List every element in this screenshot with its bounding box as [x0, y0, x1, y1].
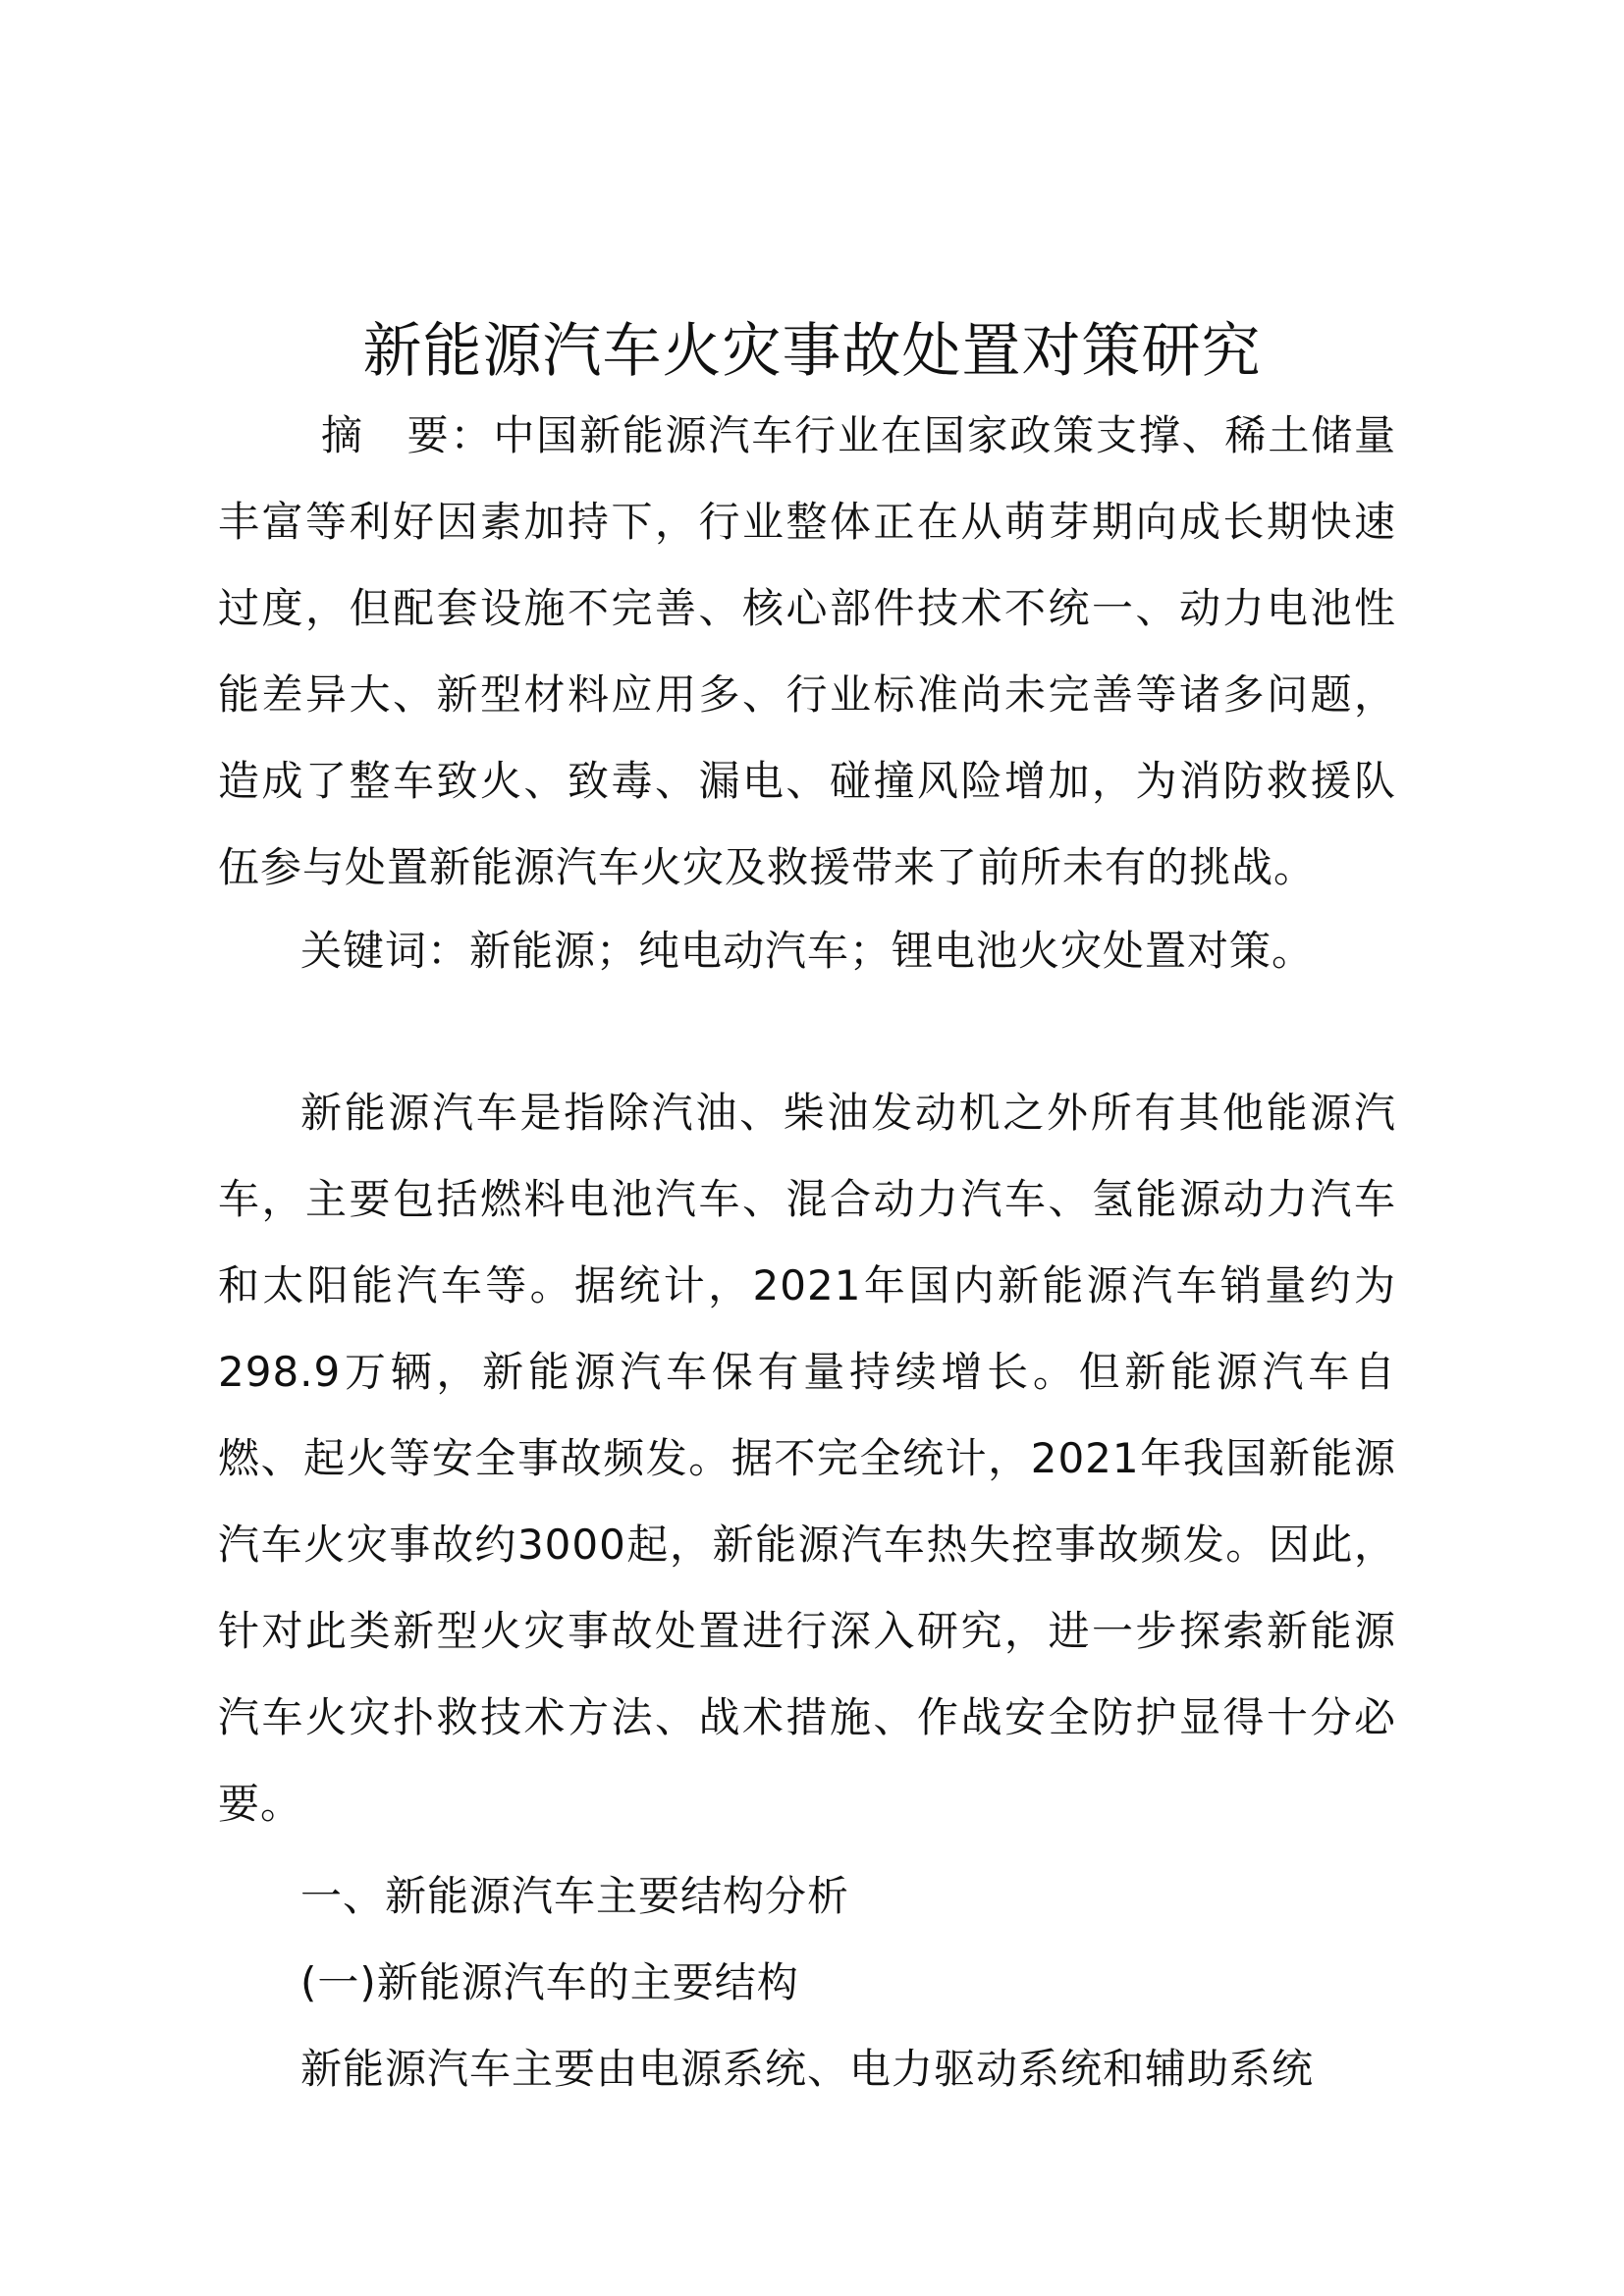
abstract-text: 中国新能源汽车行业在国家政策支撑、稀土储量丰富等利好因素加持下，行业整体正在从萌芽期向成长期快速过度，但配套设施不完善、核心部件技术不统一、动力电池性能差异大、新型材料应用多、行业标准尚未完善等诸多问题，造成了整车致火、致毒、漏电、碰撞风险增加，为消防救援队伍参与处置新能源汽车火灾及救援带来了前所未有的挑战。	[218, 411, 1396, 891]
keywords-label: 关键词：	[300, 927, 470, 975]
document-title: 新能源汽车火灾事故处置对策研究	[362, 317, 1262, 386]
keywords-paragraph	[218, 908, 1396, 994]
keywords-text: 新能源；纯电动汽车；锂电池火灾处置对策。	[469, 927, 1315, 975]
subsection-paragraph-1: 新能源汽车主要由电源系统、电力驱动系统和辅助系统	[300, 2045, 1315, 2093]
subsection-heading-1: (一)新能源汽车的主要结构	[300, 1958, 799, 2006]
intro-paragraph: 新能源汽车是指除汽油、柴油发动机之外所有其他能源汽车，主要包括燃料电池汽车、混合动力汽车、氢能源动力汽车和太阳能汽车等。据统计，2021年国内新能源汽车销量约为298.9万辆，新能源汽车保有量持续增长。但新能源汽车自燃、起火等安全事故频发。据不完全统计，2021年我国新能源汽车火灾事故约3000起，新能源汽车热失控事故频发。因此，针对此类新型火灾事故处置进行深入研究，进一步探索新能源汽车火灾扑救技术方法、战术措施、作战安全防护显得十分必要。	[218, 1089, 1396, 1828]
section-heading-1: 一、新能源汽车主要结构分析	[300, 1872, 850, 1920]
abstract-label: 摘 要：	[321, 411, 494, 459]
abstract-paragraph	[218, 393, 1396, 911]
